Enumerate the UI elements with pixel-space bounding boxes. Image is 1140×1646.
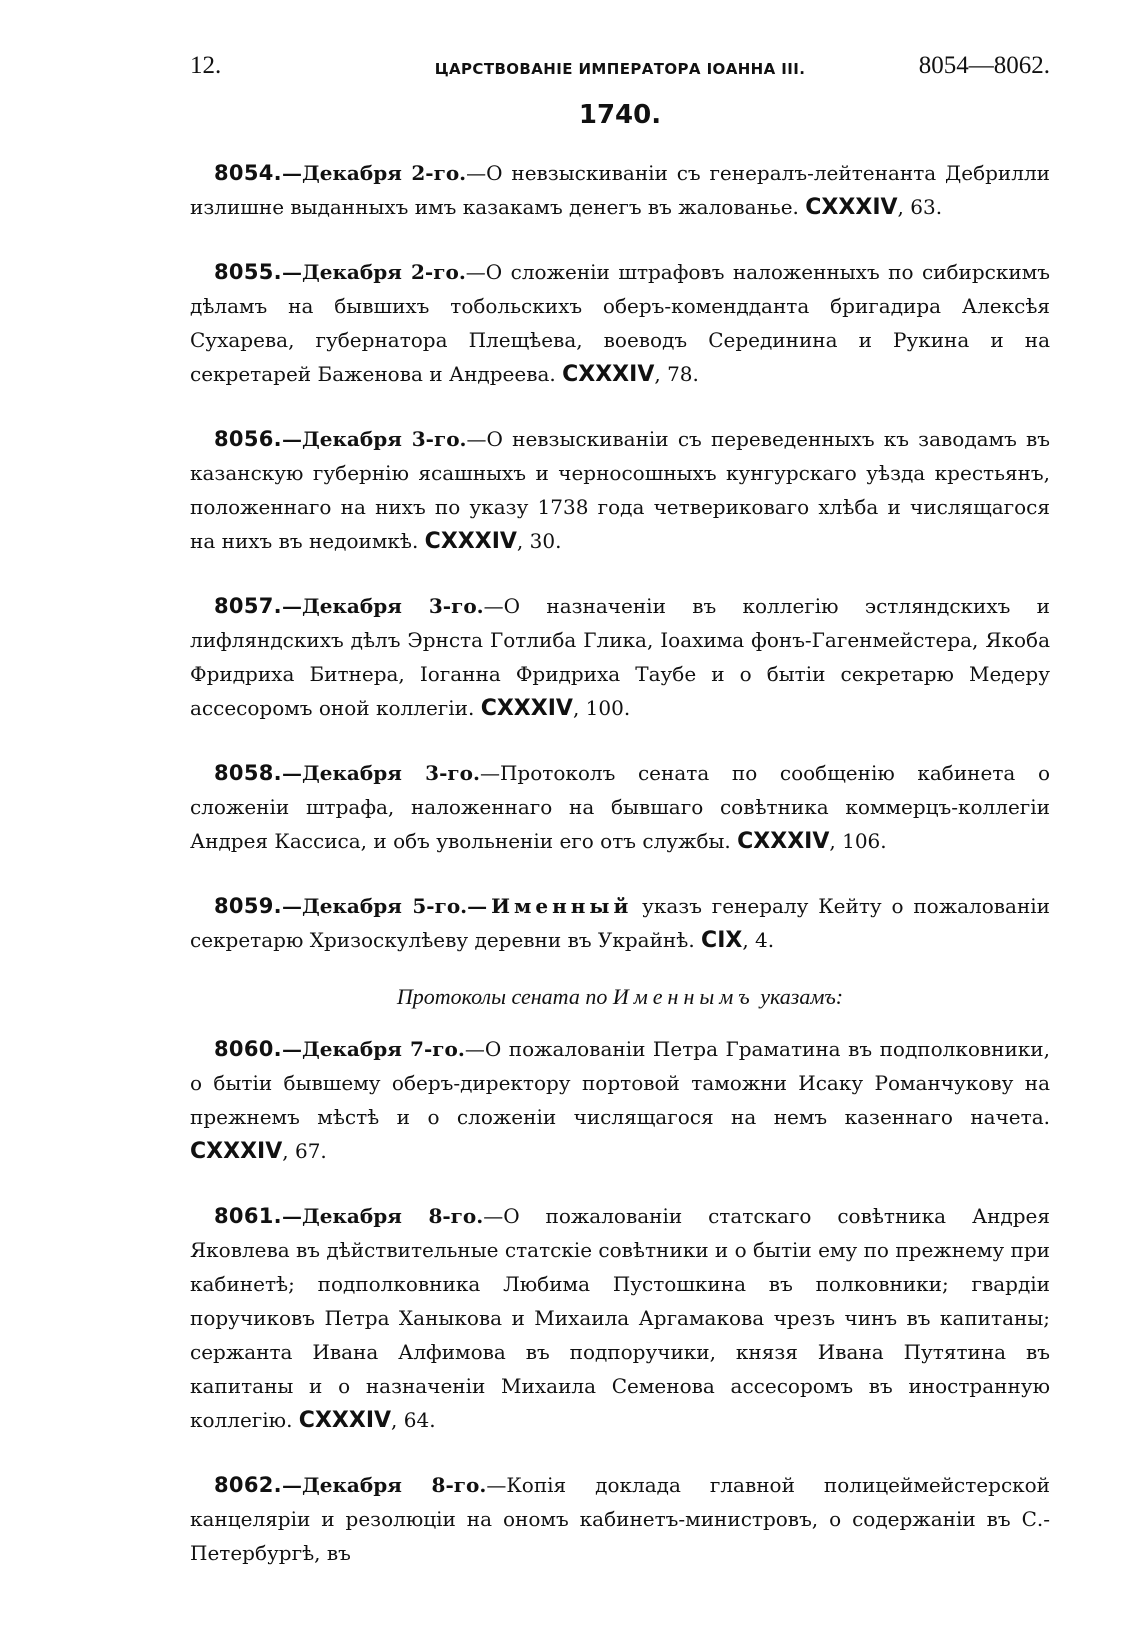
entry-number: 8058. — [214, 761, 282, 785]
entry-range: 8054—8062. — [918, 52, 1050, 79]
entry-date: —Декабря 3-го. — [281, 594, 484, 618]
section-subheading — [190, 984, 1050, 1010]
volume-ref: CXXXIV — [190, 1139, 283, 1164]
entry-text: —О сложеніи штрафовъ наложенныхъ по сибирскимъ дѣламъ на бывшихъ тобольскихъ оберъ-комендданта бригадира Алексѣя Сухарева, губернатора Плещѣева, воеводъ Серединина и Рукина и на секретарей Баженова и Андреева. — [190, 260, 1050, 386]
entry-8056 — [190, 422, 1050, 559]
year-heading: 1740. — [578, 100, 662, 130]
entry-8054 — [190, 156, 1050, 225]
entry-8062 — [190, 1468, 1050, 1570]
entry-date: —Декабря 2-го. — [281, 161, 467, 185]
page-ref: , 67. — [282, 1139, 327, 1163]
entry-8059 — [190, 889, 1050, 958]
page-ref: , 78. — [654, 362, 699, 386]
page-ref: , 106. — [829, 829, 887, 853]
entry-8061 — [190, 1199, 1050, 1438]
volume-ref: CXXXIV — [737, 829, 830, 854]
volume-ref: CXXXIV — [298, 1408, 392, 1433]
volume-ref: CXXXIV — [805, 195, 898, 220]
entry-8060 — [190, 1032, 1050, 1169]
entry-text: —Копія доклада главной полицеймейстерской канцеляріи и резолюціи на ономъ кабинетъ-министровъ, о содержаніи въ С.-Петербургѣ, въ — [190, 1473, 1051, 1565]
page-ref: , 30. — [516, 529, 562, 553]
entry-number: 8061. — [214, 1204, 282, 1228]
entry-8057 — [190, 589, 1050, 726]
entry-date: —Декабря 2-го. — [281, 260, 466, 284]
entry-text: —Протоколъ сената по сообщенію кабинета о сложеніи штрафа, наложеннаго на бывшаго совѣтника коммерцъ-коллегіи Андрея Кассиса, и объ увольненіи его отъ службы. — [190, 761, 1051, 853]
entry-number: 8062. — [214, 1473, 282, 1497]
volume-ref: CXXXIV — [424, 529, 517, 554]
subheading-prefix: Протоколы сената по — [396, 984, 613, 1009]
entry-text: —О невзыскиваніи съ генералъ-лейтенанта Дебрилли излишне выданныхъ имъ казакамъ денегъ въ жалованье. — [190, 161, 1051, 219]
entry-date: —Декабря 3-го. — [281, 761, 480, 785]
entry-date: —Декабря 8-го. — [281, 1473, 487, 1497]
running-title: ЦАРСТВОВАНІЕ ИМПЕРАТОРА ІОАННА III. — [434, 60, 806, 78]
entry-date: —Декабря 3-го. — [281, 427, 467, 451]
entry-8055 — [190, 255, 1050, 392]
page-ref: , 4. — [742, 928, 775, 952]
volume-ref: CXXXIV — [480, 696, 573, 721]
page-ref: , 64. — [391, 1408, 436, 1432]
entry-date: —Декабря 7-го. — [281, 1037, 465, 1061]
volume-ref: CIX — [701, 928, 743, 953]
volume-ref: CXXXIV — [562, 362, 655, 387]
entry-8058 — [190, 756, 1050, 859]
subheading-suffix: указамъ: — [754, 984, 844, 1009]
entry-spaced-word: —Именный — [467, 894, 633, 918]
entry-text: —О невзыскиваніи съ переведенныхъ къ заводамъ въ казанскую губернію ясашныхъ и черносошныхъ кунгурскаго уѣзда крестьянъ, положеннаго на нихъ по указу 1738 года четвериковаго хлѣба и числящагося на нихъ въ недоимкѣ. — [190, 427, 1051, 553]
page-ref: , 100. — [572, 696, 631, 720]
document-page — [190, 52, 1050, 1600]
entry-text: —О пожалованіи статскаго совѣтника Андрея Яковлева въ дѣйствительные статскіе совѣтники и о бытіи ему по прежнему при кабинетѣ; подполковника Любима Пустошкина въ полковники; гвардіи поручиковъ Петра Ханыкова и Михаила Аргамакова чрезъ чинъ въ капитаны; сержанта Ивана Алфимова въ подпоручики, князя Ивана Путятина въ капитаны и о назначеніи Михаила Семенова ассесоромъ въ иностранную коллегію. — [190, 1204, 1051, 1432]
page-header — [190, 52, 1050, 88]
entry-date: —Декабря 5-го. — [281, 894, 468, 918]
entry-date: —Декабря 8-го. — [281, 1204, 484, 1228]
entry-number: 8057. — [214, 594, 282, 618]
entry-text: —О пожалованіи Петра Граматина въ подполковники, о бытіи бывшему оберъ-директору портовой таможни Исаку Романчукову на прежнемъ мѣстѣ и о сложеніи числящагося на немъ казеннаго начета. — [190, 1037, 1050, 1129]
entry-number: 8055. — [214, 260, 282, 284]
entry-text: —О назначеніи въ коллегію эстляндскихъ и лифляндскихъ дѣлъ Эрнста Готлиба Глика, Іоахима фонъ-Гагенмейстера, Якоба Фридриха Битнера, Іоганна Фридриха Таубе и о бытіи секретарю Медеру ассесоромъ оной коллегіи. — [190, 594, 1051, 720]
entry-number: 8056. — [214, 427, 282, 451]
page-ref: , 63. — [897, 195, 943, 219]
subheading-spaced: Именнымъ — [612, 984, 755, 1009]
entry-number: 8059. — [214, 894, 282, 918]
page-number: 12. — [190, 52, 222, 79]
entry-text: указъ генералу Кейту о пожалованіи секретарю Хризоскулѣеву деревни въ Украйнѣ. — [190, 894, 1050, 952]
entry-number: 8054. — [214, 161, 282, 185]
entry-number: 8060. — [214, 1037, 282, 1061]
